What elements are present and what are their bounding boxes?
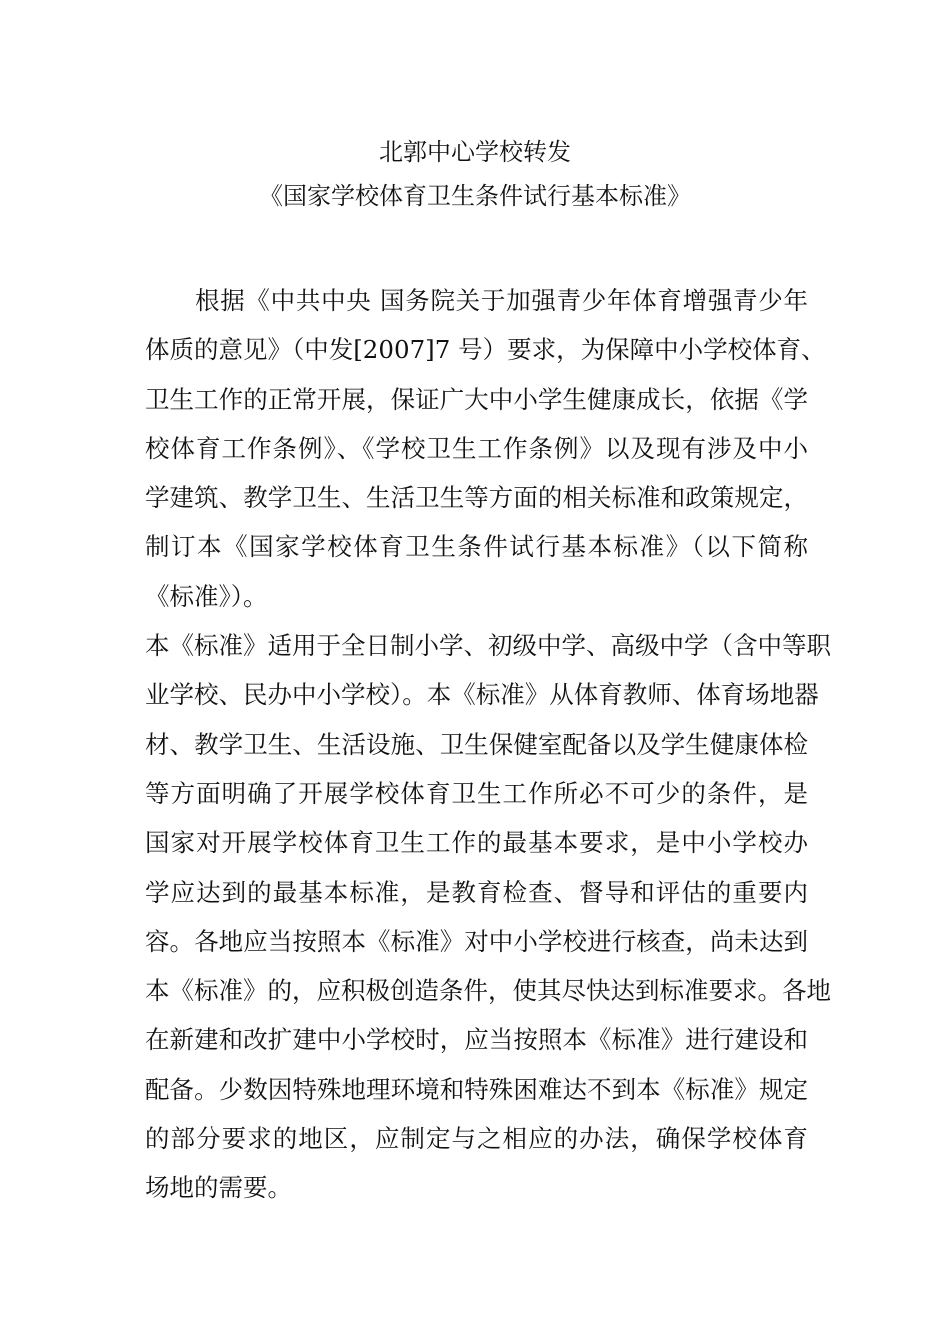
body-line: 的部分要求的地区，应制定与之相应的办法，确保学校体育	[145, 1124, 808, 1154]
body-line: 材、教学卫生、生活设施、卫生保健室配备以及学生健康体检	[145, 729, 808, 759]
body-line: 等方面明确了开展学校体育卫生工作所必不可少的条件，是	[145, 778, 808, 808]
body-line: 业学校、民办中小学校）。本《标准》从体育教师、体育场地器	[145, 680, 819, 710]
body-line: 学应达到的最基本标准，是教育检查、督导和评估的重要内	[145, 877, 808, 907]
body-line: 配备。少数因特殊地理环境和特殊困难达不到本《标准》规定	[145, 1074, 808, 1104]
body-line: 本《标准》适用于全日制小学、初级中学、高级中学（含中等职	[145, 631, 831, 661]
body-line: 《标准》）。	[145, 581, 268, 611]
body-line: 在新建和改扩建中小学校时，应当按照本《标准》进行建设和	[145, 1025, 808, 1055]
document-body	[145, 276, 831, 1213]
body-line: 根据《中共中央 国务院关于加强青少年体育增强青少年	[195, 286, 808, 315]
body-line: 容。各地应当按照本《标准》对中小学校进行核查，尚未达到	[145, 926, 808, 956]
body-line: 国家对开展学校体育卫生工作的最基本要求，是中小学校办	[145, 828, 808, 858]
body-line: 学建筑、教学卫生、生活卫生等方面的相关标准和政策规定，	[145, 483, 808, 513]
body-line: 本《标准》的，应积极创造条件，使其尽快达到标准要求。各地	[145, 976, 831, 1006]
body-line: 场地的需要。	[145, 1173, 292, 1203]
body-line: 制订本《国家学校体育卫生条件试行基本标准》（以下简称	[145, 532, 808, 562]
body-line: 体质的意见》（中发[2007]7 号）要求，为保障中小学校体育、	[145, 335, 826, 365]
title-line-1: 北郭中心学校转发	[379, 138, 571, 166]
body-line: 校体育工作条例》、《学校卫生工作条例》以及现有涉及中小	[145, 433, 808, 463]
document-title	[0, 130, 950, 218]
title-line-2: 《国家学校体育卫生条件试行基本标准》	[259, 182, 691, 210]
body-line: 卫生工作的正常开展，保证广大中小学生健康成长，依据《学	[145, 384, 808, 414]
